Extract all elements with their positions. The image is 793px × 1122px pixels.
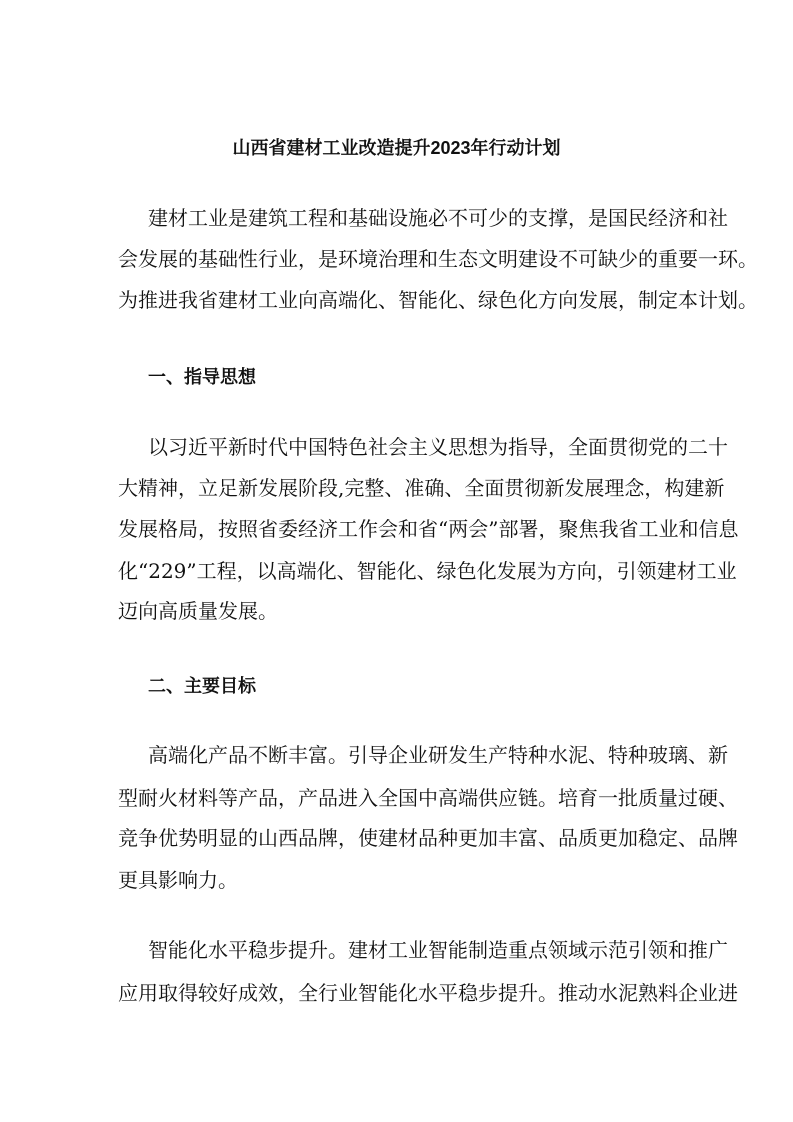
text-line: 会发展的基础性行业，是环境治理和生态文明建设不可缺少的重要一环。 (118, 247, 758, 271)
text-line: 高端化产品不断丰富。引导企业研发生产特种水泥、特种玻璃、新 (148, 743, 728, 767)
text-line: 迈向高质量发展。 (118, 599, 278, 623)
document-title: 山西省建材工业改造提升2023年行动计划 (232, 138, 561, 158)
text-line: 以习近平新时代中国特色社会主义思想为指导，全面贯彻党的二十 (148, 435, 728, 459)
section-heading: 一、指导思想 (148, 367, 256, 387)
text-line: 建材工业是建筑工程和基础设施必不可少的支撑，是国民经济和社 (148, 206, 728, 230)
text-line: 应用取得较好成效，全行业智能化水平稳步提升。推动水泥熟料企业进 (118, 981, 738, 1005)
text-line: 智能化水平稳步提升。建材工业智能制造重点领域示范引领和推广 (148, 938, 728, 962)
text-line: 更具影响力。 (118, 868, 238, 892)
text-line: 发展格局，按照省委经济工作会和省“两会”部署，聚焦我省工业和信息 (118, 517, 739, 541)
text-line: 化“229”工程，以高端化、智能化、绿色化发展为方向，引领建材工业 (118, 559, 737, 583)
text-line: 为推进我省建材工业向高端化、智能化、绿色化方向发展，制定本计划。 (118, 288, 758, 312)
text-line: 大精神，立足新发展阶段,完整、准确、全面贯彻新发展理念，构建新 (118, 476, 725, 500)
text-line: 竞争优势明显的山西品牌，使建材品种更加丰富、品质更加稳定、品牌 (118, 826, 738, 850)
text-line: 型耐火材料等产品，产品进入全国中高端供应链。培育一批质量过硬、 (118, 786, 738, 810)
section-heading: 二、主要目标 (148, 676, 256, 696)
